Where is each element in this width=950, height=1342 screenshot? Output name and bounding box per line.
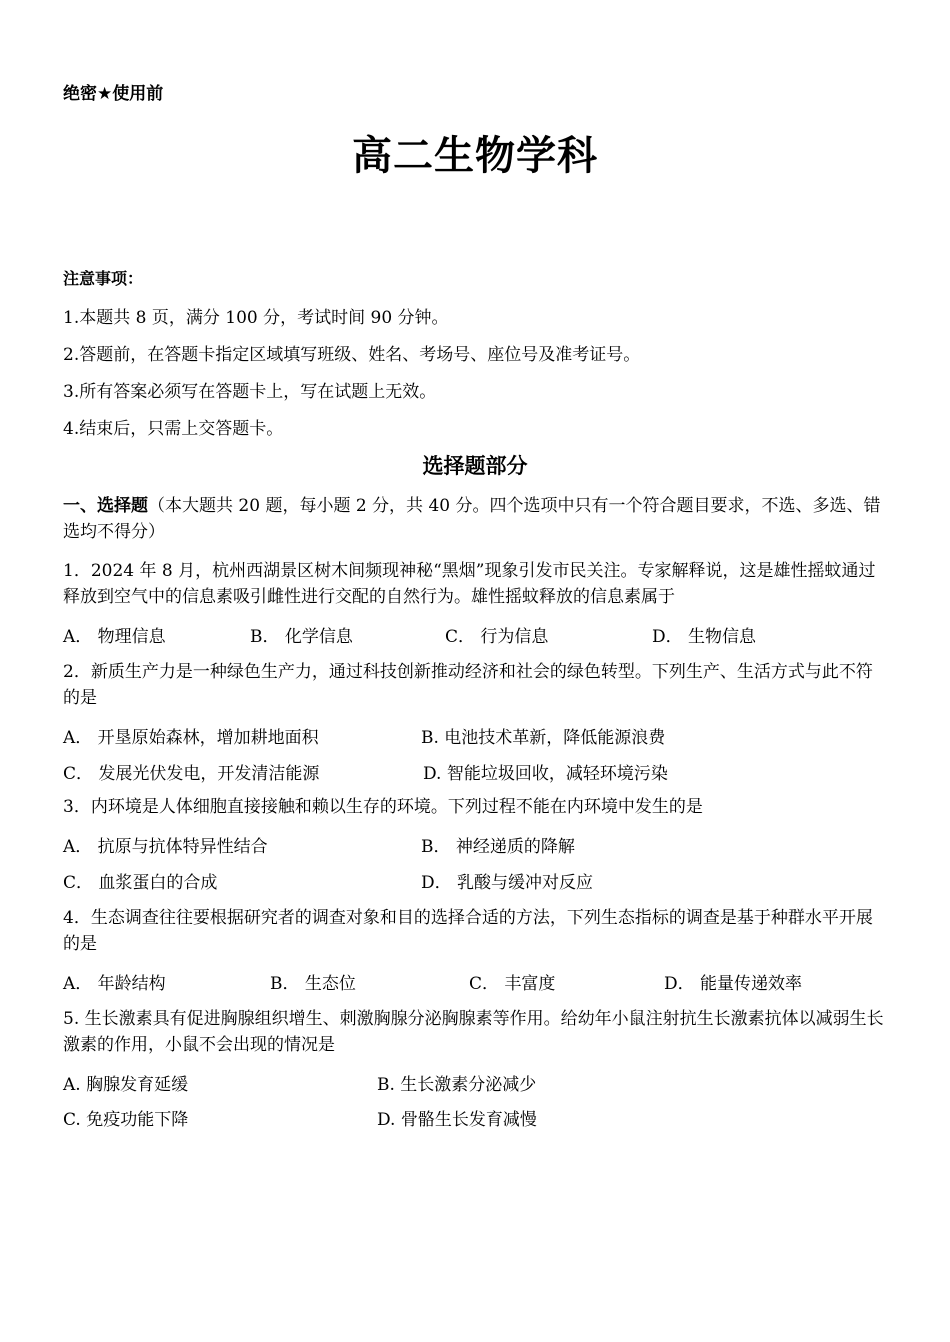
question-1-option-c: C． 行为信息 — [445, 627, 549, 647]
question-4-option-a: A． 年龄结构 — [63, 974, 166, 994]
question-3-option-a: A． 抗原与抗体特异性结合 — [63, 837, 268, 857]
notice-item-1: 1.本题共 8 页，满分 100 分，考试时间 90 分钟。 — [63, 308, 449, 328]
question-4-option-b: B． 生态位 — [270, 974, 356, 994]
part-instructions-text: （本大题共 20 题，每小题 2 分，共 40 分。四个选项中只有一个符合题目要求，不选、多选、错选均不得分） — [63, 496, 881, 542]
notice-item-3: 3.所有答案必须写在答题卡上，写在试题上无效。 — [63, 382, 437, 402]
question-3-option-b: B． 神经递质的降解 — [421, 837, 575, 857]
question-5-stem: 5. 生长激素具有促进胸腺组织增生、刺激胸腺分泌胸腺素等作用。给幼年小鼠注射抗生长激素抗体以减弱生长激素的作用，小鼠不会出现的情况是 — [63, 1009, 884, 1055]
question-3-stem: 3．内环境是人体细胞直接接触和赖以生存的环境。下列过程不能在内环境中发生的是 — [63, 797, 703, 817]
question-1-option-a: A． 物理信息 — [63, 627, 166, 647]
question-2-option-a: A． 开垦原始森林，增加耕地面积 — [63, 728, 319, 748]
part-label: 一、选择题 — [63, 496, 148, 516]
question-2-stem: 2．新质生产力是一种绿色生产力，通过科技创新推动经济和社会的绿色转型。下列生产、生活方式与此不符的是 — [63, 662, 873, 708]
question-5-option-d: D. 骨骼生长发育减慢 — [377, 1110, 537, 1130]
question-3-option-c: C． 血浆蛋白的合成 — [63, 873, 218, 893]
section-title: 选择题部分 — [422, 454, 528, 478]
question-4-option-c: C． 丰富度 — [469, 974, 556, 994]
question-5-option-c: C. 免疫功能下降 — [63, 1110, 189, 1130]
question-1-option-d: D． 生物信息 — [652, 627, 757, 647]
notice-heading: 注意事项： — [63, 269, 144, 288]
question-5-option-a: A. 胸腺发育延缓 — [63, 1075, 189, 1095]
question-3-option-d: D． 乳酸与缓冲对反应 — [421, 873, 594, 893]
notice-item-2: 2.答题前，在答题卡指定区域填写班级、姓名、考场号、座位号及准考证号。 — [63, 345, 641, 365]
question-1-option-b: B． 化学信息 — [250, 627, 353, 647]
question-4-option-d: D． 能量传递效率 — [664, 974, 803, 994]
question-2-option-c: C． 发展光伏发电，开发清洁能源 — [63, 764, 320, 784]
page-title: 高二生物学科 — [352, 133, 598, 179]
question-4-stem: 4．生态调查往往要根据研究者的调查对象和目的选择合适的方法，下列生态指标的调查是基于种群水平开展的是 — [63, 908, 873, 954]
question-1-stem: 1．2024 年 8 月，杭州西湖景区树木间频现神秘“黑烟”现象引发市民关注。专家解释说，这是雄性摇蚊通过释放到空气中的信息素吸引雌性进行交配的自然行为。雄性摇蚊释放的信息素属于 — [63, 561, 876, 607]
question-2-option-d: D. 智能垃圾回收，减轻环境污染 — [423, 764, 668, 784]
part-instructions — [63, 493, 889, 545]
question-5-option-b: B. 生长激素分泌减少 — [377, 1075, 537, 1095]
notice-item-4: 4.结束后，只需上交答题卡。 — [63, 419, 284, 439]
confidential-label: 绝密★使用前 — [63, 84, 164, 104]
question-2-option-b: B. 电池技术革新，降低能源浪费 — [421, 728, 666, 748]
